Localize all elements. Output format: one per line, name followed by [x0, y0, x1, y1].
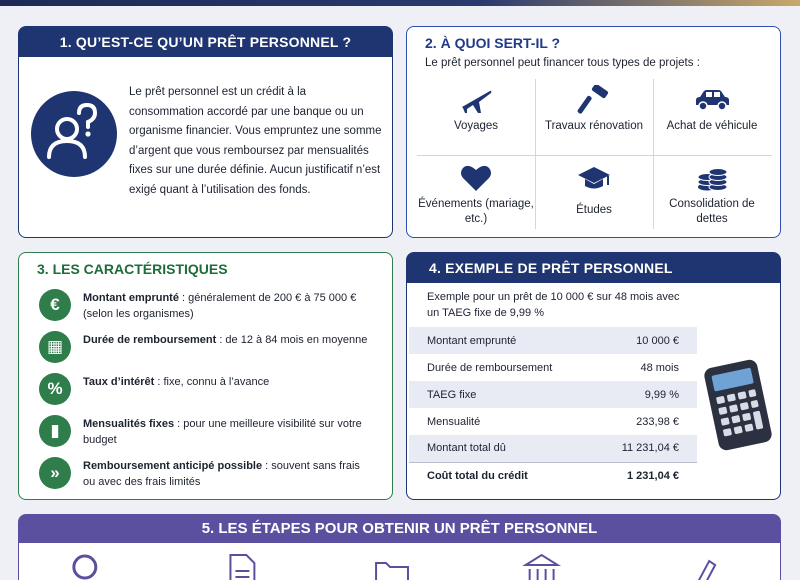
example-table: [409, 327, 697, 489]
feature-item: [39, 331, 379, 367]
feature-item: [39, 373, 379, 409]
feature-text: Remboursement anticipé possible : souvent sans frais ou avec des frais limités: [83, 460, 360, 488]
uses-grid: [417, 79, 772, 229]
fast-forward-icon: »: [39, 457, 71, 489]
calendar-icon: ▦: [39, 331, 71, 363]
use-item-vehicle: Achat de véhicule: [653, 79, 771, 154]
section-3-title: 3. LES CARACTÉRISTIQUES: [37, 261, 228, 277]
row-label: Montant total dû: [409, 435, 591, 462]
table-row: [409, 354, 697, 381]
row-label: TAEG fixe: [409, 381, 591, 408]
airplane-icon: [459, 85, 493, 115]
row-label: Montant emprunté: [409, 327, 591, 354]
heart-icon: [459, 163, 493, 193]
row-label: Durée de remboursement: [427, 361, 553, 374]
steps-row: [19, 551, 780, 580]
feature-item: [39, 457, 379, 493]
percent-icon: %: [39, 373, 71, 405]
use-item-debt-consolidation: Consolidation de dettes: [653, 157, 771, 232]
example-intro: Exemple pour un prêt de 10 000 € sur 48 mois avec un TAEG fixe de 9,99 %: [427, 291, 680, 319]
feature-text: Mensualités fixes : pour une meilleure visibilité sur votre budget: [83, 418, 362, 446]
feature-text: Durée de remboursement : de 12 à 84 mois en moyenne: [83, 334, 368, 346]
feature-item: [39, 289, 379, 325]
calculator-icon: [701, 357, 775, 453]
feature-item: [39, 415, 379, 451]
use-item-events: Événements (mariage, etc.): [417, 157, 535, 232]
feature-text: Taux d’intérêt : fixe, connu à l’avance: [83, 376, 270, 388]
folder-icon: [376, 563, 408, 580]
search-icon: [74, 556, 96, 578]
section-2-subtitle: Le prêt personnel peut financer tous types de projets :: [425, 57, 700, 69]
document-icon: [230, 555, 254, 580]
row-label: Mensualité: [427, 415, 481, 428]
coin-stack-icon: [695, 163, 729, 193]
person-question-icon: [31, 91, 117, 177]
table-row: [409, 462, 697, 489]
pen-icon: [693, 561, 715, 580]
feature-text: Montant emprunté : généralement de 200 € à 75 000 € (selon les organismes): [83, 292, 357, 320]
row-value: 10 000 €: [591, 327, 697, 354]
table-row: [409, 327, 697, 354]
section-characteristics: [18, 252, 393, 500]
use-item-studies: Études: [535, 157, 653, 232]
hammer-icon: [577, 85, 611, 115]
car-icon: [692, 85, 732, 115]
table-row: [409, 408, 697, 435]
section-steps: [18, 514, 781, 580]
table-row: [409, 435, 697, 462]
euro-icon: €: [39, 289, 71, 321]
section-1-text: Le prêt personnel est un crédit à la consommation accordé par une banque ou un organisme financier. Vous empruntez une somme d’argent que vous remboursez par mensualités fixes sur une durée définie. Aucun justificatif n’est exigé quant à l’utilisation des fonds.: [129, 86, 382, 196]
section-uses: [406, 26, 781, 238]
row-value: 1 231,04 €: [591, 462, 697, 489]
row-value: 11 231,04 €: [591, 435, 697, 462]
use-item-travel: Voyages: [417, 79, 535, 154]
bank-icon: [526, 555, 558, 580]
top-accent-bar: [0, 0, 800, 6]
section-4-title: 4. EXEMPLE DE PRÊT PERSONNEL: [407, 253, 780, 283]
section-1-title: 1. QU’EST-CE QU’UN PRÊT PERSONNEL ?: [19, 27, 392, 57]
use-item-renovation: Travaux rénovation: [535, 79, 653, 154]
section-2-title: 2. À QUOI SERT-IL ?: [425, 35, 561, 51]
bar-chart-icon: ▮: [39, 415, 71, 447]
section-example: [406, 252, 781, 500]
section-5-title: 5. LES ÉTAPES POUR OBTENIR UN PRÊT PERSONNEL: [19, 515, 780, 543]
row-value: 9,99 %: [591, 381, 697, 408]
row-value: 48 mois: [640, 361, 679, 374]
row-value: 233,98 €: [636, 415, 679, 428]
row-label: Coût total du crédit: [409, 462, 591, 489]
graduation-cap-icon: [576, 163, 612, 193]
table-row: [409, 381, 697, 408]
section-what-is: [18, 26, 393, 238]
